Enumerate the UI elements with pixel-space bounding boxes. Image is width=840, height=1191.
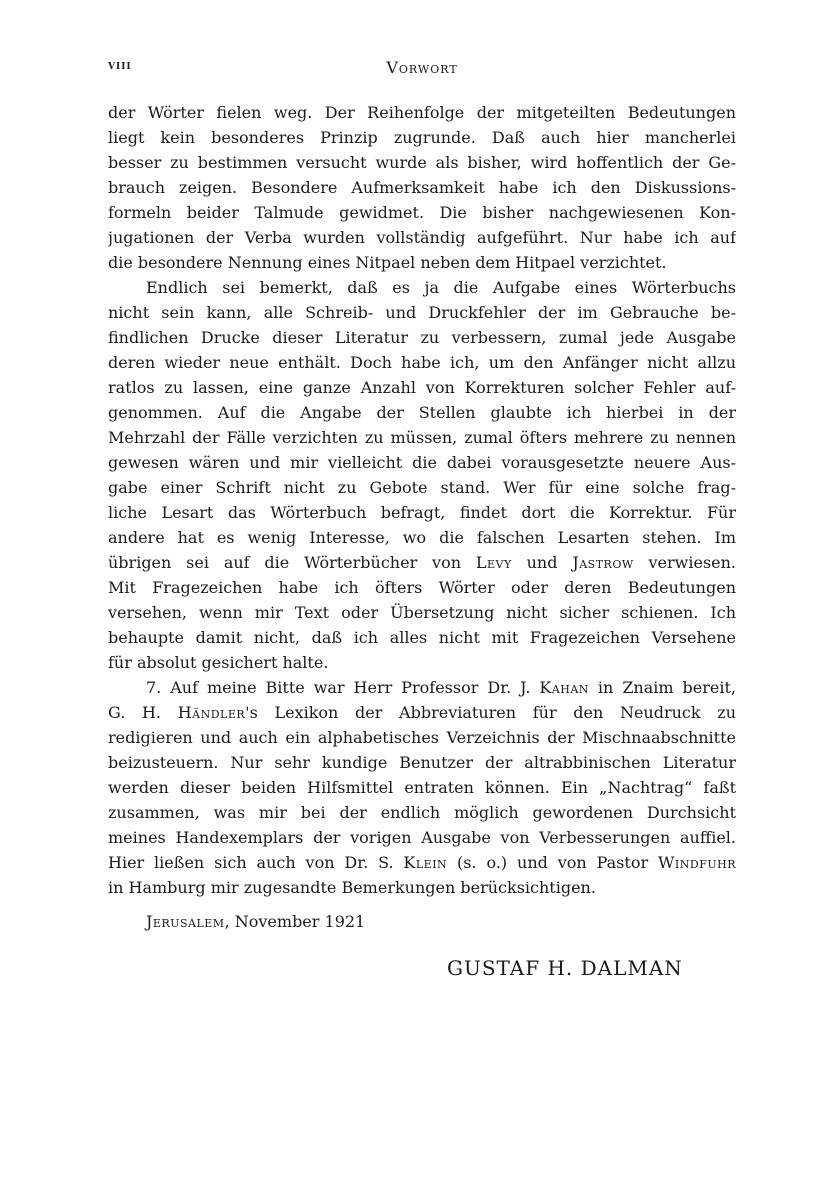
author-name-levy: Levy [475, 553, 512, 572]
body-text [108, 100, 736, 900]
text-line: deren wieder neue enthält. Doch habe ich, um den Anfänger nicht allzu [108, 353, 736, 372]
text-segment: in Znaim bereit, [588, 678, 736, 697]
text-line: versehen, wenn mir Text oder Übersetzung nicht sicher schienen. Ich [108, 603, 736, 622]
text-line-klein-windfuhr [108, 850, 736, 875]
text-line-levy-jastrow [108, 550, 736, 575]
text-line: beizusteuern. Nur sehr kundige Benutzer der altrabbinischen Literatur [108, 753, 736, 772]
text-line: meines Handexemplars der vorigen Ausgabe von Verbesserungen auffiel. [108, 828, 736, 847]
text-line-kahan [108, 675, 736, 700]
text-line: brauch zeigen. Besondere Aufmerksamkeit habe ich den Diskussions- [108, 178, 736, 197]
dateline [146, 912, 365, 931]
text-segment: (s. o.) und von Pastor [447, 853, 658, 872]
text-line: für absolut gesichert halte. [108, 653, 329, 672]
text-line: der Wörter fielen weg. Der Reihenfolge der mitgeteilten Bedeutungen [108, 103, 736, 122]
text-segment: G. H. [108, 703, 178, 722]
text-line: redigieren und auch ein alphabetisches Verzeichnis der Mischnaabschnitte [108, 728, 736, 747]
page-header [108, 58, 736, 80]
text-line: jugationen der Verba wurden vollständig aufgeführt. Nur habe ich auf [108, 228, 736, 247]
text-line: gabe einer Schrift nicht zu Gebote stand. Wer für eine solche frag- [108, 478, 736, 497]
text-line: genommen. Auf die Angabe der Stellen glaubte ich hierbei in der [108, 403, 736, 422]
text-segment: 's Lexikon der Abbreviaturen für den Neudruck zu [245, 703, 736, 722]
text-line: nicht sein kann, alle Schreib- und Druckfehler der im Gebrauche be- [108, 303, 736, 322]
text-line: formeln beider Talmude gewidmet. Die bisher nachgewiesenen Kon- [108, 203, 736, 222]
text-line: Mehrzahl der Fälle verzichten zu müssen, zumal öfters mehrere zu nennen [108, 428, 736, 447]
text-segment: Hier ließen sich auch von Dr. S. [108, 853, 404, 872]
text-line: in Hamburg mir zugesandte Bemerkungen berücksichtigen. [108, 878, 596, 897]
text-segment: 7. Auf meine Bitte war Herr Professor Dr. J. [146, 678, 540, 697]
running-head: Vorwort [386, 58, 458, 77]
text-segment: verwiesen. [633, 553, 736, 572]
author-name-klein: Klein [403, 853, 448, 872]
text-line: findlichen Drucke dieser Literatur zu verbessern, zumal jede Ausgabe [108, 328, 736, 347]
author-name-kahan: Kahan [539, 678, 589, 697]
text-line-haendler [108, 700, 736, 725]
text-segment: übrigen sei auf die Wörterbücher von [108, 553, 476, 572]
place-name: Jerusalem [146, 912, 225, 931]
text-line: besser zu bestimmen versucht wurde als bisher, wird hoffentlich der Ge- [108, 153, 736, 172]
text-line: behaupte damit nicht, daß ich alles nicht mit Fragezeichen Versehene [108, 628, 736, 647]
text-line: andere hat es wenig Interesse, wo die falschen Lesarten stehen. Im [108, 528, 736, 547]
text-line: liche Lesart das Wörterbuch befragt, findet dort die Korrektur. Für [108, 503, 736, 522]
text-line: liegt kein besonderes Prinzip zugrunde. Daß auch hier mancherlei [108, 128, 736, 147]
author-name-haendler: Händler [177, 703, 246, 722]
date-text: , November 1921 [224, 912, 366, 931]
page-number: viii [108, 58, 132, 73]
text-line: Endlich sei bemerkt, daß es ja die Aufgabe eines Wörterbuchs [146, 278, 736, 297]
text-segment: und [511, 553, 573, 572]
text-line: Mit Fragezeichen habe ich öfters Wörter oder deren Bedeutungen [108, 578, 736, 597]
text-line: werden dieser beiden Hilfsmittel entraten können. Ein „Nachtrag“ faßt [108, 778, 736, 797]
author-name-jastrow: Jastrow [572, 553, 634, 572]
author-signature: GUSTAF H. DALMAN [447, 956, 683, 980]
text-line: zusammen, was mir bei der endlich möglich gewordenen Durchsicht [108, 803, 736, 822]
text-line: ratlos zu lassen, eine ganze Anzahl von Korrekturen solcher Fehler auf- [108, 378, 736, 397]
text-line: die besondere Nennung eines Nitpael neben dem Hitpael verzichtet. [108, 253, 667, 272]
text-line: gewesen wären und mir vielleicht die dabei vorausgesetzte neuere Aus- [108, 453, 736, 472]
author-name-windfuhr: Windfuhr [657, 853, 736, 872]
